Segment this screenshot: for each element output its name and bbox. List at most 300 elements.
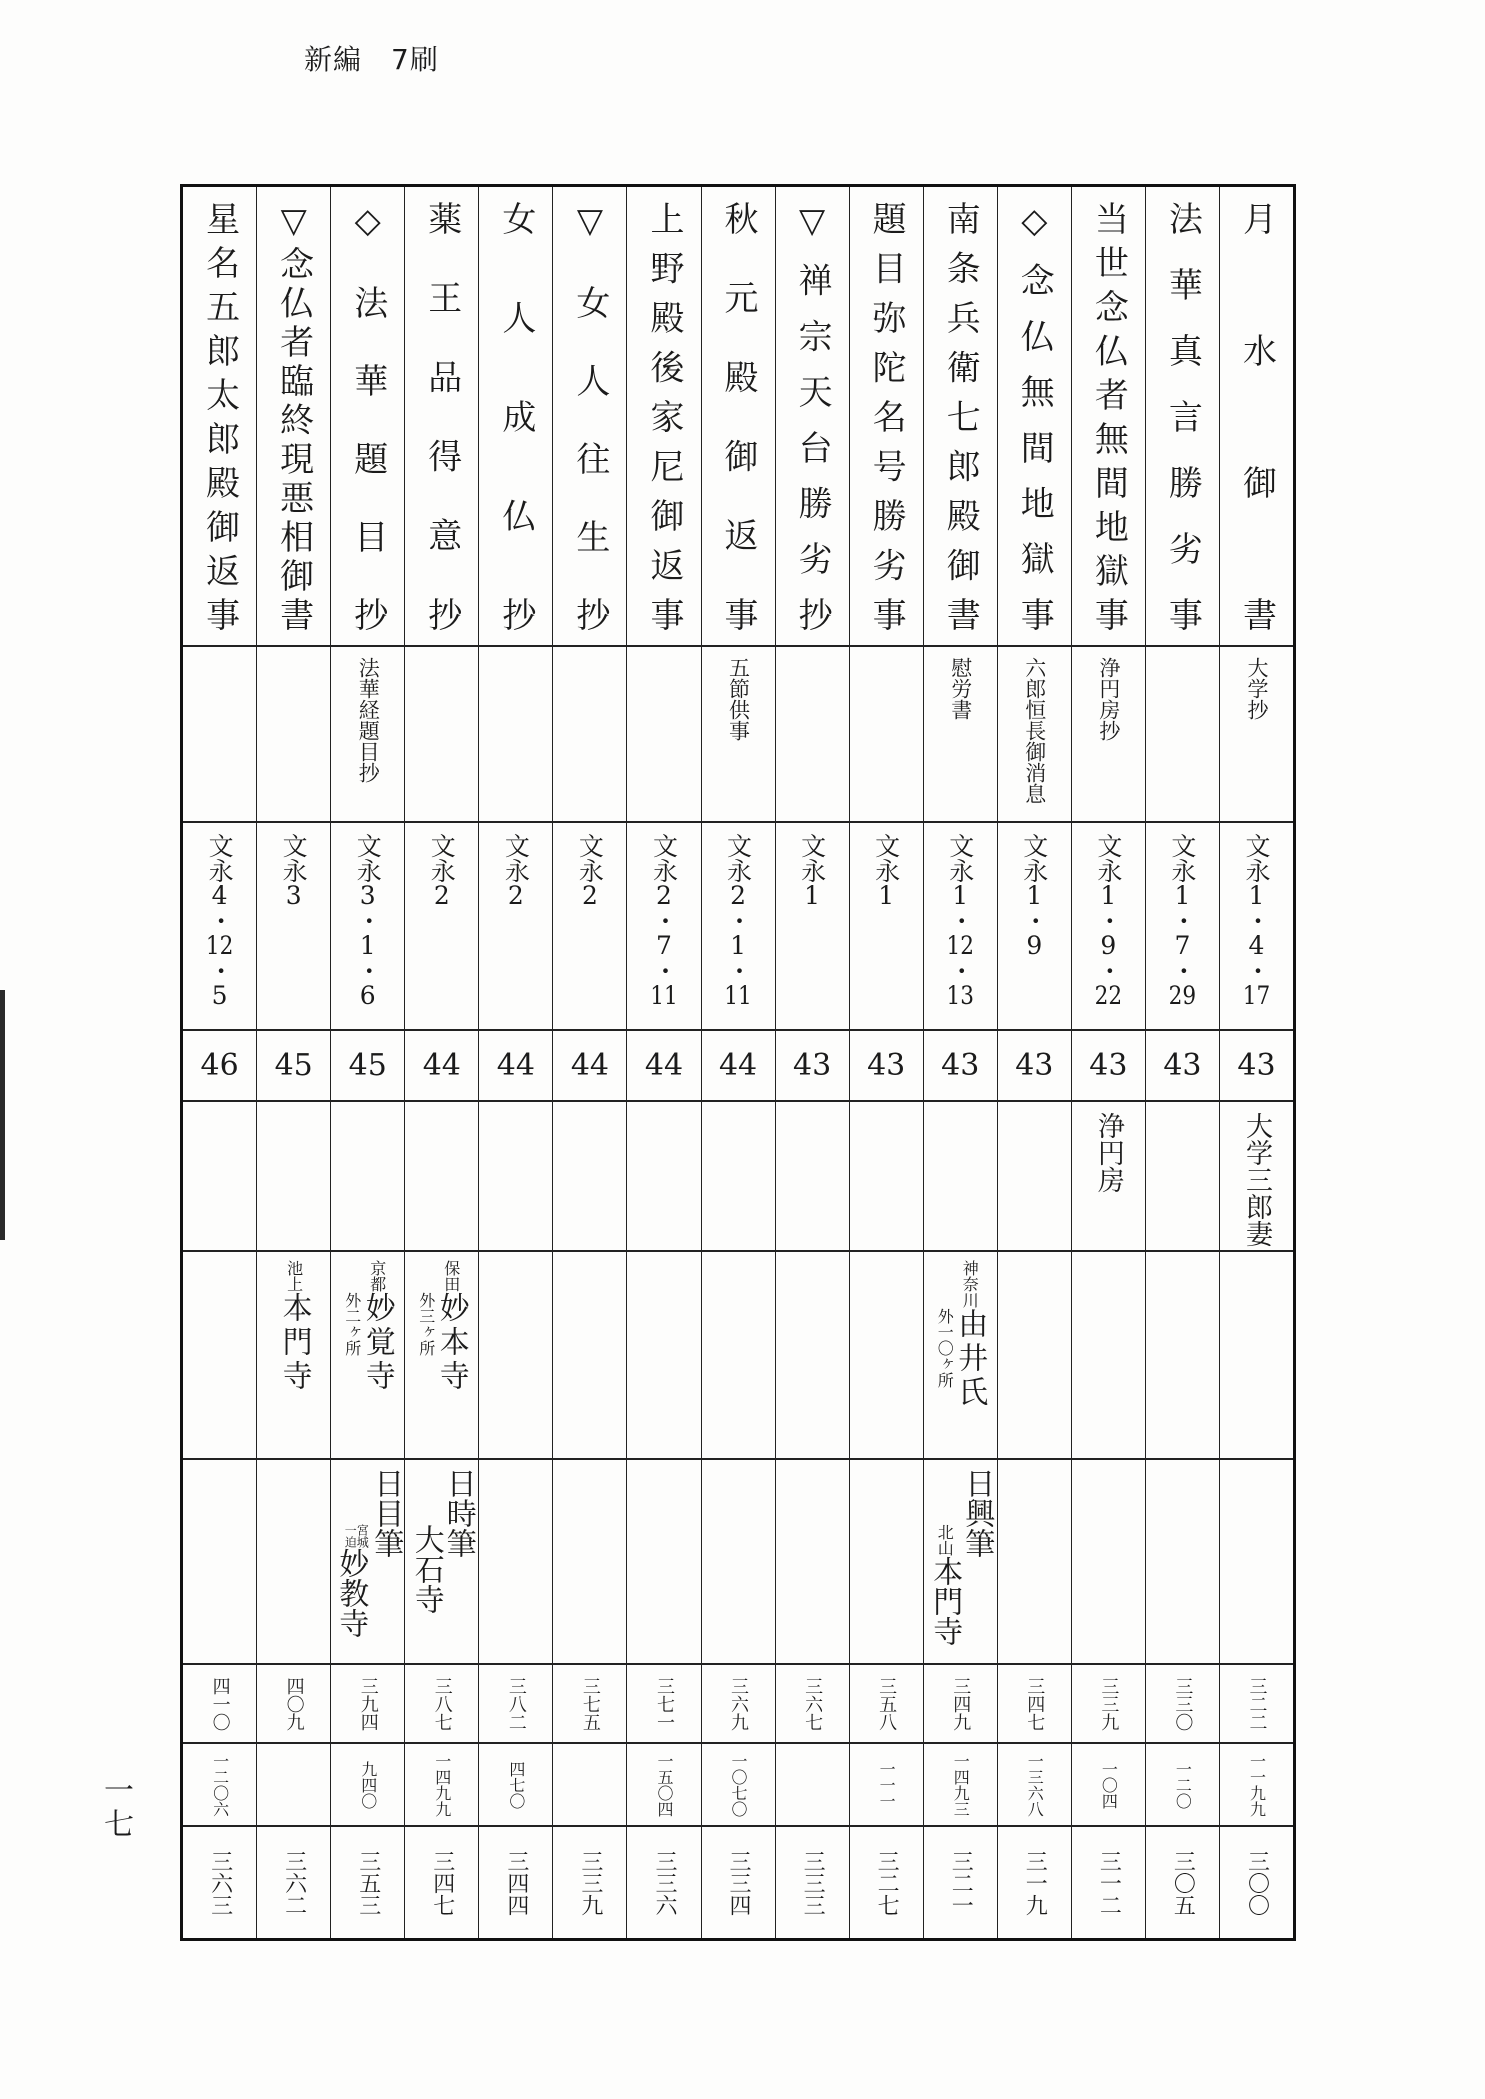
title-cell	[1220, 187, 1293, 647]
table-column	[1219, 187, 1293, 1938]
date-cell	[702, 823, 775, 1031]
scribe-name: 日興筆	[959, 1468, 995, 1558]
date-cell	[998, 823, 1071, 1031]
reference-number: 44	[422, 1047, 461, 1083]
date-cell	[1072, 823, 1145, 1031]
location-cell	[331, 1252, 404, 1460]
location-prefix: 池上	[284, 1260, 304, 1292]
alternate-title: 五節供事	[726, 657, 751, 741]
scribe-name: 日目筆	[368, 1468, 404, 1558]
alt-title-cell	[1220, 647, 1293, 823]
date-cell	[479, 823, 552, 1031]
alt-title-cell	[1072, 647, 1145, 823]
date-numeral: 2	[581, 883, 598, 908]
alt-title-cell	[257, 647, 330, 823]
page-ref-1: 三七一	[653, 1676, 675, 1731]
location-cell	[1220, 1252, 1293, 1460]
alternate-title: 浄円房抄	[1096, 657, 1121, 741]
page-ref-1-cell	[1220, 1665, 1293, 1744]
location-suffix: 外二ヶ所	[342, 1292, 362, 1356]
reference-number: 43	[1237, 1047, 1276, 1083]
work-title: 秋元殿御返事	[718, 201, 759, 631]
reference-number: 44	[644, 1047, 684, 1083]
scribe-place-prefix: 北山	[935, 1524, 955, 1556]
page-ref-1: 四一〇	[209, 1676, 231, 1731]
date-numeral: 1	[804, 883, 821, 908]
composition-date: 文永3・1・6	[353, 833, 383, 1008]
location-cell	[405, 1252, 478, 1460]
table-column	[1071, 187, 1145, 1938]
location-cell	[776, 1252, 849, 1460]
page-ref-3-cell	[776, 1827, 849, 1938]
title-cell	[1072, 187, 1145, 647]
table-column	[183, 187, 256, 1938]
page-ref-1-cell	[405, 1665, 478, 1744]
title-cell	[850, 187, 923, 647]
date-numeral: 6	[359, 983, 376, 1008]
page-ref-3-cell	[627, 1827, 700, 1938]
page-ref-3: 三一二	[1096, 1849, 1122, 1916]
date-numeral: 12	[205, 933, 234, 958]
scribe-place	[408, 1524, 444, 1614]
date-numeral: 1	[1100, 883, 1117, 908]
scribe-cell	[183, 1460, 256, 1665]
table-column	[626, 187, 700, 1938]
date-numeral: 2	[656, 883, 672, 908]
scribe-place	[335, 1524, 368, 1638]
date-numeral: 2	[433, 883, 450, 908]
table-column	[849, 187, 923, 1938]
reference-number: 43	[1163, 1047, 1202, 1083]
work-title: 題目弥陀名号勝劣事	[866, 201, 907, 631]
scribe-cell	[1072, 1460, 1145, 1665]
work-title: 法華真言勝劣事	[1162, 201, 1203, 631]
scribe-cell	[924, 1460, 997, 1665]
scribe-cell	[850, 1460, 923, 1665]
location-cell	[850, 1252, 923, 1460]
work-title: 当世念仏者無間地獄事	[1088, 201, 1129, 631]
title-cell	[998, 187, 1071, 647]
scribe-cell	[331, 1460, 404, 1665]
table-column	[775, 187, 849, 1938]
date-numeral: 13	[946, 983, 974, 1008]
page-ref-2-cell	[479, 1744, 552, 1827]
alternate-title: 六郎恒長御消息	[1022, 657, 1047, 804]
page-ref-1-cell	[998, 1665, 1071, 1744]
page-ref-2: 一〇四	[1099, 1760, 1119, 1809]
page-ref-3-cell	[331, 1827, 404, 1938]
location-name: 本門寺	[276, 1292, 312, 1394]
page-ref-3-cell	[924, 1827, 997, 1938]
number-cell	[998, 1031, 1071, 1102]
composition-date: 文永2	[427, 833, 457, 908]
table-column	[330, 187, 404, 1938]
reference-number: 45	[348, 1047, 387, 1083]
page-number: 一七	[98, 1774, 133, 1842]
page-ref-2: 一二〇	[1173, 1760, 1193, 1809]
page-ref-2-cell	[257, 1744, 330, 1827]
location-prefix: 保田	[441, 1260, 461, 1292]
date-numeral: 2	[730, 883, 746, 908]
location-main	[433, 1260, 469, 1394]
date-cell	[627, 823, 700, 1031]
composition-date: 文永1	[871, 833, 901, 908]
alt-title-cell	[924, 647, 997, 823]
work-title: 月水御書	[1236, 201, 1277, 631]
scribe-place-name: 妙教寺	[333, 1548, 369, 1638]
date-numeral: 3	[359, 883, 376, 908]
location-cell	[1072, 1252, 1145, 1460]
page-ref-2: 一五〇四	[654, 1752, 674, 1817]
page-ref-1-cell	[183, 1665, 256, 1744]
location-cell	[702, 1252, 775, 1460]
reference-number: 43	[867, 1047, 906, 1083]
page-ref-2-cell	[776, 1744, 849, 1827]
page-ref-2-cell	[553, 1744, 626, 1827]
alt-title-cell	[1146, 647, 1219, 823]
page-ref-3: 三六二	[281, 1849, 307, 1916]
date-numeral: 1	[952, 883, 969, 908]
table-column	[404, 187, 478, 1938]
page-ref-1-cell	[924, 1665, 997, 1744]
scan-edge-mark	[0, 990, 5, 1240]
number-cell	[1146, 1031, 1219, 1102]
alt-title-cell	[331, 647, 404, 823]
page-ref-3-cell	[1146, 1827, 1219, 1938]
alt-title-cell	[405, 647, 478, 823]
page-ref-3: 三〇五	[1170, 1849, 1196, 1916]
date-cell	[924, 823, 997, 1031]
page-ref-3: 三三九	[577, 1849, 603, 1916]
recipient: 浄円房	[1092, 1112, 1124, 1193]
date-numeral: 11	[650, 983, 678, 1008]
scribe-name: 日時筆	[440, 1468, 476, 1558]
page-ref-3: 三四四	[503, 1849, 529, 1916]
date-numeral: 3	[285, 883, 302, 908]
page-ref-1: 三七五	[579, 1676, 601, 1731]
scribe-place-name: 大石寺	[408, 1524, 444, 1614]
date-numeral: 12	[946, 933, 974, 958]
composition-date: 文永2	[575, 833, 605, 908]
edition-label: 新編 7刷	[304, 43, 439, 76]
location-group	[276, 1260, 312, 1394]
composition-date: 文永2	[501, 833, 531, 908]
title-cell	[702, 187, 775, 647]
page-ref-1: 三五八	[876, 1676, 898, 1731]
work-title: ◇法華題目抄	[347, 201, 388, 631]
page-ref-2: 一三六八	[1025, 1752, 1045, 1817]
date-cell	[405, 823, 478, 1031]
recipient-cell	[1146, 1102, 1219, 1252]
page-ref-3-cell	[850, 1827, 923, 1938]
page-ref-3: 三三四	[726, 1849, 752, 1916]
location-suffix: 外一〇ヶ所	[935, 1308, 955, 1388]
reference-number: 45	[274, 1047, 313, 1083]
page-ref-1: 三四七	[1024, 1676, 1046, 1731]
recipient-cell	[702, 1102, 775, 1252]
location-suffix: 外三ヶ所	[416, 1292, 436, 1356]
page-ref-3: 三二七	[874, 1849, 900, 1916]
date-numeral: 17	[1242, 983, 1271, 1008]
scribe-cell	[405, 1460, 478, 1665]
date-cell	[1220, 823, 1293, 1031]
table-column	[923, 187, 997, 1938]
date-numeral: 9	[1100, 933, 1117, 958]
number-cell	[850, 1031, 923, 1102]
page-ref-2-cell	[1220, 1744, 1293, 1827]
date-numeral: 1	[1248, 883, 1265, 908]
page-ref-3: 三三三	[800, 1849, 826, 1916]
table-column	[997, 187, 1071, 1938]
page-ref-2: 四七〇	[506, 1760, 526, 1809]
location-name: 妙覚寺	[359, 1292, 395, 1394]
scribe-cell	[479, 1460, 552, 1665]
location-group	[416, 1260, 469, 1394]
reference-number: 46	[200, 1047, 239, 1083]
location-main	[359, 1260, 395, 1394]
page-ref-3-cell	[479, 1827, 552, 1938]
alt-title-cell	[183, 647, 256, 823]
alternate-title: 慰労書	[948, 657, 973, 720]
date-numeral: 4	[1248, 933, 1265, 958]
date-numeral: 1	[1026, 883, 1043, 908]
table-column	[256, 187, 330, 1938]
page-ref-2-cell	[702, 1744, 775, 1827]
page-ref-1: 三三九	[1098, 1676, 1120, 1731]
number-cell	[331, 1031, 404, 1102]
number-cell	[627, 1031, 700, 1102]
location-cell	[998, 1252, 1071, 1460]
composition-date: 文永2・7・11	[649, 833, 679, 1008]
table-column	[478, 187, 552, 1938]
title-cell	[405, 187, 478, 647]
page-ref-1: 三六七	[802, 1676, 824, 1731]
page-ref-2-cell	[627, 1744, 700, 1827]
page-ref-2: 一一九九	[1247, 1752, 1267, 1817]
page-ref-2-cell	[183, 1744, 256, 1827]
date-numeral: 2	[507, 883, 524, 908]
composition-date: 文永1・12・13	[945, 833, 975, 1008]
composition-date: 文永1・9・22	[1093, 833, 1123, 1008]
page-ref-3: 三二一	[948, 1849, 974, 1916]
page-ref-3: 三三六	[651, 1849, 677, 1916]
number-cell	[183, 1031, 256, 1102]
page-ref-3-cell	[1072, 1827, 1145, 1938]
composition-date: 文永1・7・29	[1167, 833, 1197, 1008]
date-numeral: 29	[1168, 983, 1197, 1008]
page-ref-2-cell	[405, 1744, 478, 1827]
page-ref-2: 九四〇	[358, 1760, 378, 1809]
date-numeral: 1	[1174, 883, 1191, 908]
date-cell	[850, 823, 923, 1031]
title-cell	[183, 187, 256, 647]
date-numeral: 4	[211, 883, 228, 908]
table-column	[552, 187, 626, 1938]
title-cell	[924, 187, 997, 647]
title-cell	[1146, 187, 1219, 647]
alt-title-cell	[627, 647, 700, 823]
recipient-cell	[257, 1102, 330, 1252]
page-ref-1: 四〇九	[283, 1676, 305, 1731]
page-ref-2-cell	[1146, 1744, 1219, 1827]
works-table	[180, 184, 1296, 1941]
page-ref-2: 一二〇六	[210, 1752, 230, 1817]
location-cell	[627, 1252, 700, 1460]
page-ref-1: 三八七	[431, 1676, 453, 1731]
number-cell	[257, 1031, 330, 1102]
scribe-place	[927, 1524, 963, 1646]
title-cell	[627, 187, 700, 647]
scribe-cell	[702, 1460, 775, 1665]
page-ref-1-cell	[1146, 1665, 1219, 1744]
page-ref-3: 三一九	[1022, 1849, 1048, 1916]
number-cell	[702, 1031, 775, 1102]
page-ref-1: 三六九	[728, 1676, 750, 1731]
page-ref-1: 三二二	[1246, 1676, 1268, 1731]
date-cell	[183, 823, 256, 1031]
recipient-cell	[331, 1102, 404, 1252]
alt-title-cell	[702, 647, 775, 823]
alt-title-cell	[776, 647, 849, 823]
page-ref-2: 一四九三	[951, 1752, 971, 1817]
table-column	[701, 187, 775, 1938]
composition-date: 文永1・9	[1019, 833, 1049, 958]
title-cell	[776, 187, 849, 647]
date-numeral: 1	[878, 883, 895, 908]
work-title: ▽念仏者臨終現悪相御書	[273, 201, 314, 631]
scribe-cell	[1146, 1460, 1219, 1665]
date-numeral: 7	[1174, 933, 1191, 958]
date-numeral: 1	[359, 933, 376, 958]
date-numeral: 11	[724, 983, 752, 1008]
recipient-cell	[776, 1102, 849, 1252]
reference-number: 43	[1089, 1047, 1128, 1083]
page-ref-1-cell	[776, 1665, 849, 1744]
page-ref-2-cell	[998, 1744, 1071, 1827]
work-title: 南条兵衛七郎殿御書	[940, 201, 981, 631]
title-cell	[479, 187, 552, 647]
recipient-cell	[183, 1102, 256, 1252]
title-cell	[331, 187, 404, 647]
recipient-cell	[627, 1102, 700, 1252]
page-ref-2-cell	[1072, 1744, 1145, 1827]
location-group	[935, 1260, 988, 1410]
page-ref-1-cell	[479, 1665, 552, 1744]
scribe-place-name: 本門寺	[927, 1556, 963, 1646]
recipient-cell	[479, 1102, 552, 1252]
page-ref-1-cell	[850, 1665, 923, 1744]
location-name: 由井氏	[952, 1308, 988, 1410]
location-cell	[183, 1252, 256, 1460]
location-main	[952, 1260, 988, 1410]
date-numeral: 7	[656, 933, 672, 958]
page-ref-3: 三五三	[355, 1849, 381, 1916]
composition-date: 文永2・1・11	[723, 833, 753, 1008]
page-ref-1-cell	[627, 1665, 700, 1744]
table-column	[1145, 187, 1219, 1938]
page-ref-2-cell	[924, 1744, 997, 1827]
date-cell	[553, 823, 626, 1031]
work-title: 上野殿後家尼御返事	[643, 201, 684, 631]
date-cell	[1146, 823, 1219, 1031]
page-ref-2: 一一一	[877, 1760, 897, 1809]
page-ref-3-cell	[405, 1827, 478, 1938]
composition-date: 文永4・12・5	[205, 833, 235, 1008]
page-ref-1: 三四九	[950, 1676, 972, 1731]
page-ref-3: 三四七	[429, 1849, 455, 1916]
recipient-cell	[924, 1102, 997, 1252]
page-ref-2-cell	[850, 1744, 923, 1827]
reference-number: 43	[1015, 1047, 1054, 1083]
alt-title-cell	[850, 647, 923, 823]
reference-number: 43	[793, 1047, 832, 1083]
page-ref-2: 一〇七〇	[729, 1752, 749, 1817]
page-ref-3-cell	[1220, 1827, 1293, 1938]
scribe-group	[333, 1468, 404, 1638]
page-ref-1-cell	[257, 1665, 330, 1744]
location-cell	[924, 1252, 997, 1460]
reference-number: 44	[718, 1047, 758, 1083]
page-ref-1: 三八二	[505, 1676, 527, 1731]
number-cell	[1072, 1031, 1145, 1102]
recipient: 大学三郎妻	[1240, 1112, 1272, 1247]
title-cell	[553, 187, 626, 647]
number-cell	[776, 1031, 849, 1102]
date-cell	[257, 823, 330, 1031]
location-cell	[1146, 1252, 1219, 1460]
location-name: 妙本寺	[433, 1292, 469, 1394]
scribe-cell	[998, 1460, 1071, 1665]
work-title: 女人成仏抄	[495, 201, 536, 631]
scribe-cell	[1220, 1460, 1293, 1665]
page-ref-3-cell	[702, 1827, 775, 1938]
page-ref-1: 三三〇	[1172, 1676, 1194, 1731]
page-ref-3-cell	[183, 1827, 256, 1938]
alt-title-cell	[553, 647, 626, 823]
reference-number: 44	[570, 1047, 609, 1083]
page-ref-1-cell	[702, 1665, 775, 1744]
title-cell	[257, 187, 330, 647]
page-ref-2-cell	[331, 1744, 404, 1827]
location-main	[276, 1260, 312, 1394]
location-cell	[479, 1252, 552, 1460]
date-numeral: 5	[211, 983, 228, 1008]
scribe-cell	[776, 1460, 849, 1665]
recipient-cell	[1072, 1102, 1145, 1252]
date-numeral: 9	[1026, 933, 1043, 958]
alt-title-cell	[998, 647, 1071, 823]
alternate-title: 大学抄	[1244, 657, 1269, 720]
page-ref-2: 一四九九	[432, 1752, 452, 1817]
work-title: 薬王品得意抄	[421, 201, 462, 631]
number-cell	[1220, 1031, 1293, 1102]
location-group	[342, 1260, 395, 1394]
date-cell	[776, 823, 849, 1031]
recipient-cell	[998, 1102, 1071, 1252]
scribe-place-prefix: 宮城一迫	[343, 1524, 370, 1548]
page-ref-1-cell	[1072, 1665, 1145, 1744]
page-ref-3-cell	[553, 1827, 626, 1938]
scribe-cell	[257, 1460, 330, 1665]
page-ref-3: 三〇〇	[1244, 1849, 1270, 1916]
composition-date: 文永1	[797, 833, 827, 908]
page-ref-3-cell	[257, 1827, 330, 1938]
page-ref-1-cell	[553, 1665, 626, 1744]
scribe-cell	[553, 1460, 626, 1665]
recipient-cell	[850, 1102, 923, 1252]
composition-date: 文永1・4・17	[1241, 833, 1271, 1008]
number-cell	[924, 1031, 997, 1102]
